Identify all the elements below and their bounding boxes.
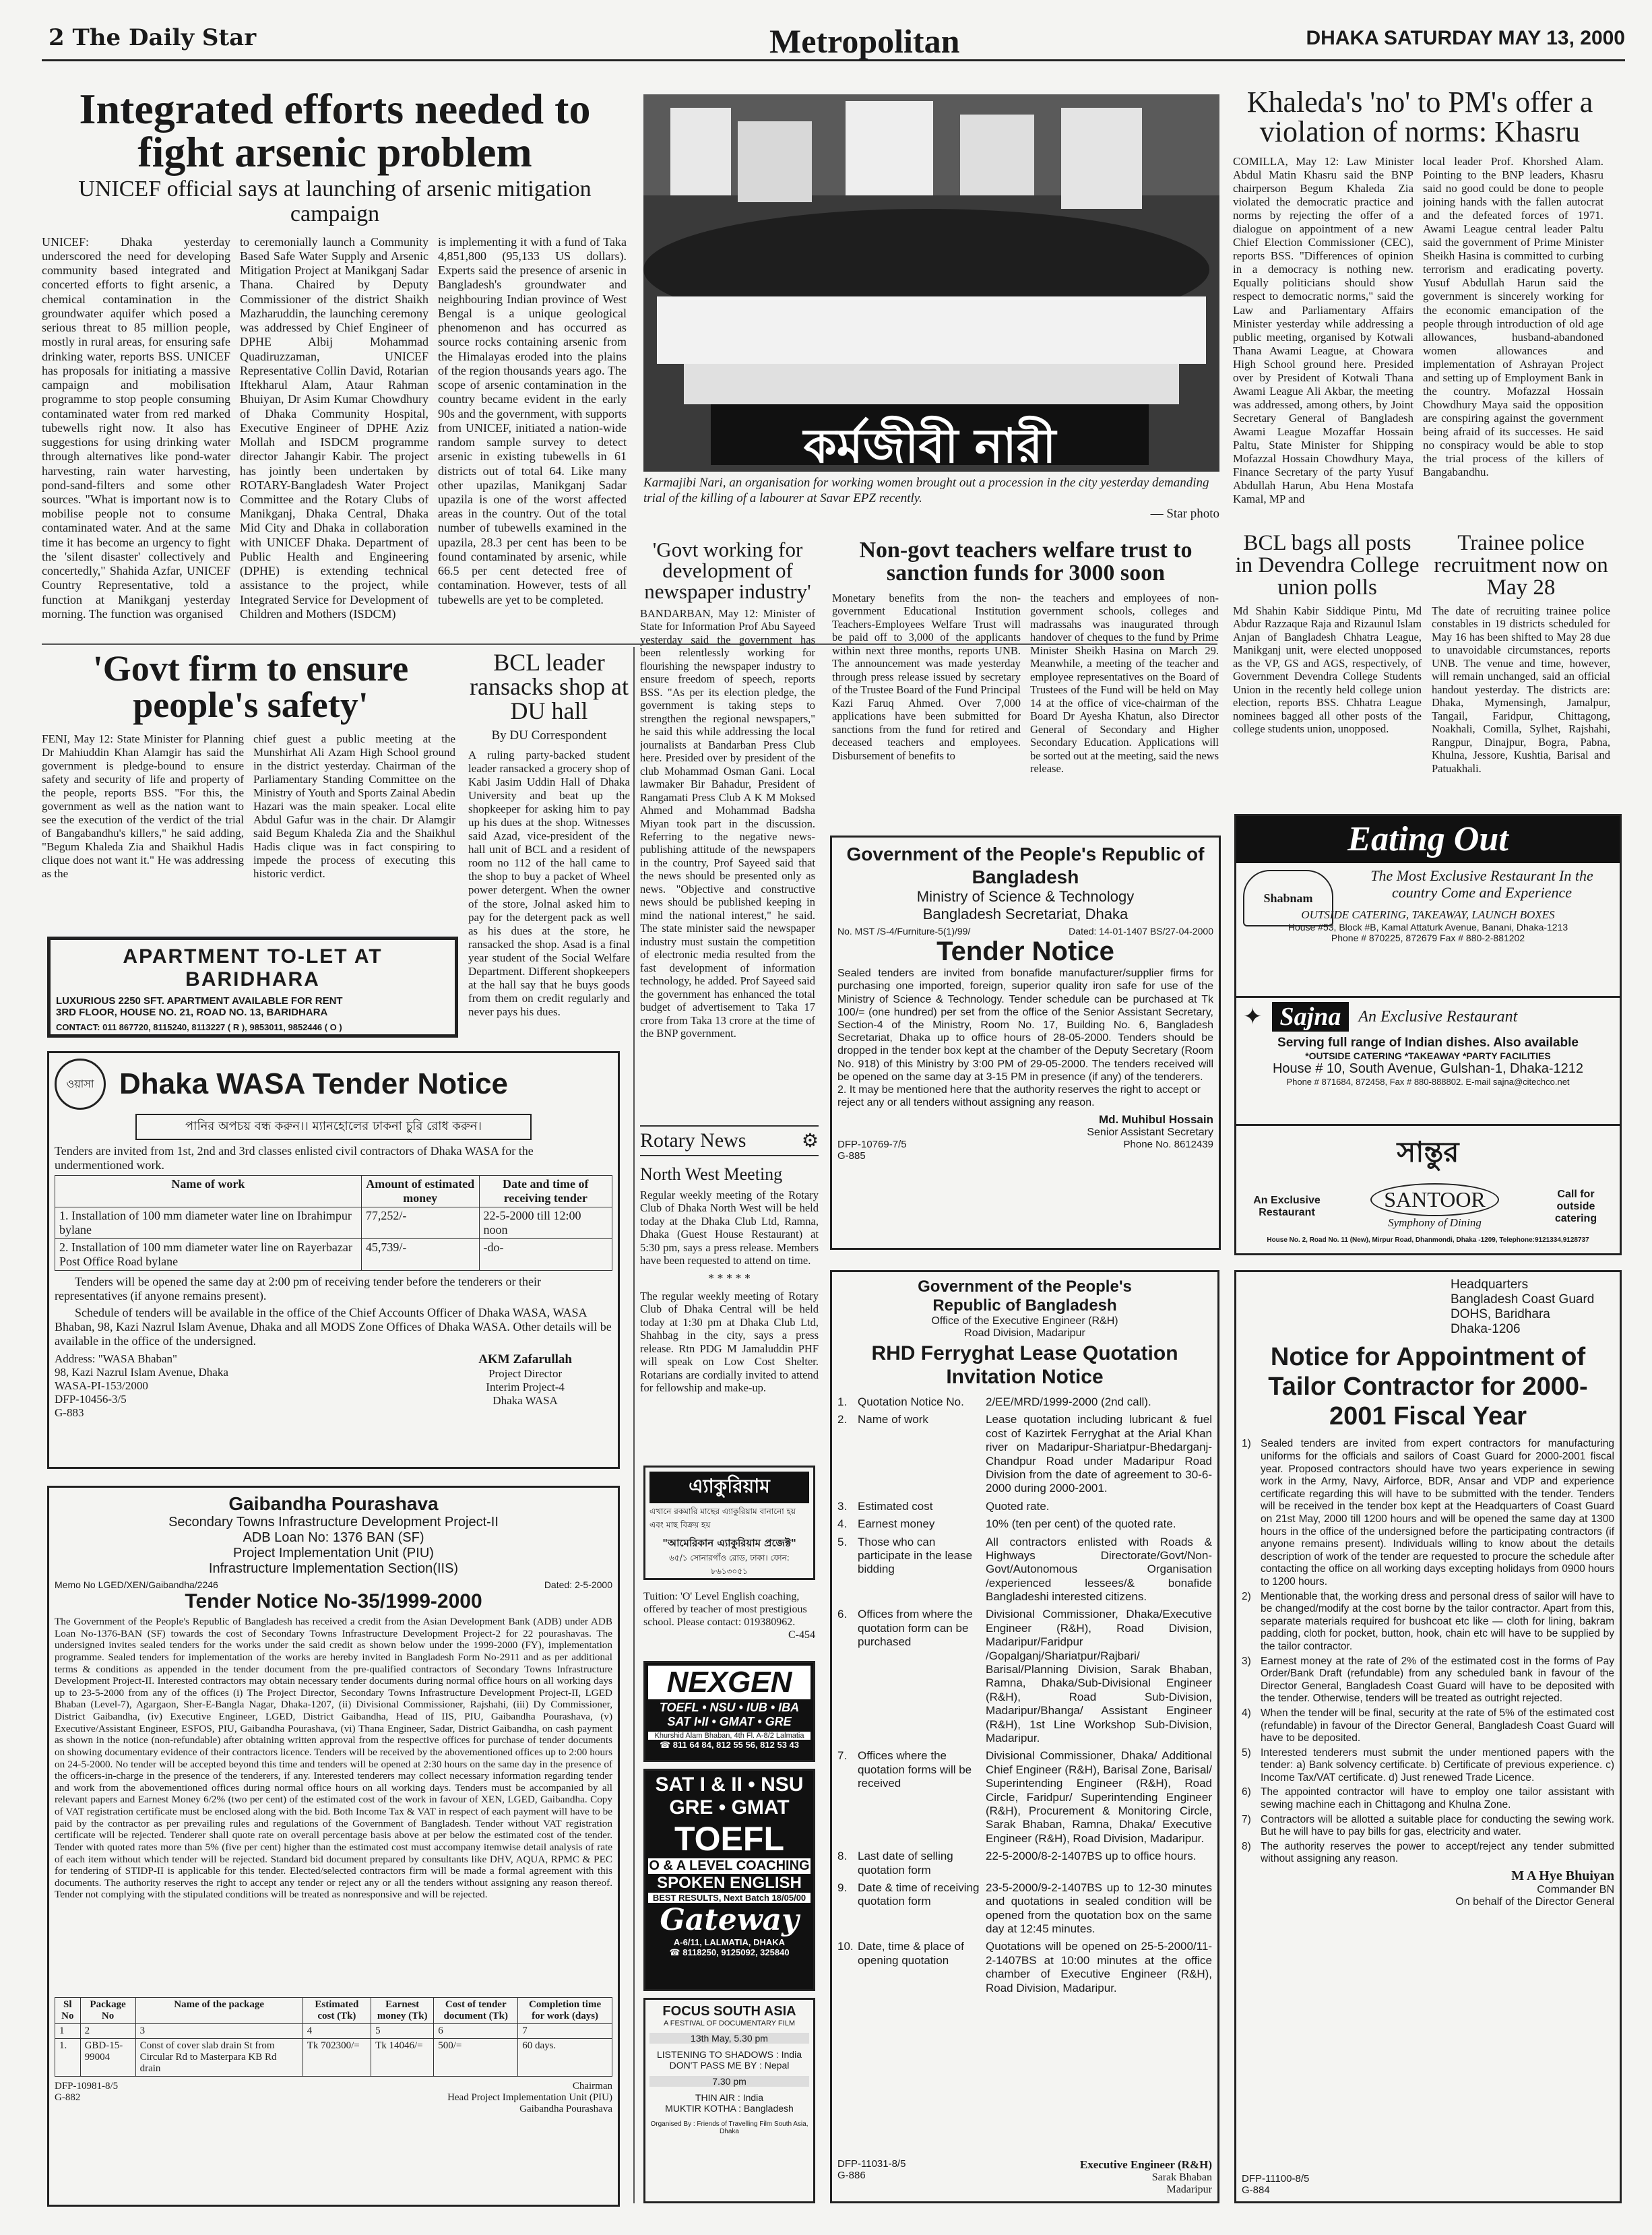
procession-photo xyxy=(643,94,1219,472)
gaibandha-body: The Government of the People's Republic of Bangladesh has received a credit from the Asian Development Bank (ADB) under ADB Loan No-1376-BAN (SF) towards the cost of Secondary Towns Infrastructure Development Project-2 for 22 pourashavas. The undersigned invites sealed tenders for the works under the said credit as shown below under the 1999-2000 (FY), implementation programme. Sealed tenders for implementation of the works are hereby invited in Bangladesh Form No-2911 and as per additional terms & conditions as appended in the tender document from the pre-qualified contractors of Secondary Towns Infrastructure Development Project-II. Interested contractors may obtain necessary tender documents during normal office hours on all working days up to 23-5-2000 from any of the offices (i) The Project Director, Secondary Towns Infrastructure Development Project-II, LGED Bhaban (Level-7), Agargaon, Sher-E-Bangla Nagar, Dhaka-1207, (ii) Divisional Commissioner, Rajshahi, (iii) Dy Commissioner, District Gaibandha, (iv) Executive Engineer, LGED, District Gaibandha, Head of IIS, PIU, Gaibandha Pourashava, (v) Executive/Assistant Engineer, ESFOS, PIU, Gaibandha Pourashava, (vi) Thana Engineer, Sadar, District Gaibandha, on cash payment as shown in the notice (non-refundable) after obtaining written approval from the respective offices for purchase of tender documents on showing documentary evidence of their contractors licence. Tenders will be received by the abovementioned offices up to 2:00 hours on 24-5-2000. No tender will be accepted beyond this time and tenders will be opened at 2:30 hours on the same day in the presence of the officers-in-charge in the presence of the tenderers, if any. Interested tenderers may collect necessary information regarding tender and work from the abovementioned offices during normal office hours on all working days. Tenders must be accompanied by all relevant papers and Earnest Money 6/2% (two per cent) of the estimated cost of the work in favour of XEN, LGED, Gaibandha. Copy of VAT registration certificate must be enclosed along with the bid. Both Income Tax & VAT in respect of each payment will have to be paid by the contractor as per prevailing rules and regulations of the Government of Bangladesh. Tender without VAT registration certificate will be rejected. Tenderer shall quote rate on overall percentage basis above at per below the estimated cost of the tender. Tender with quoted rates more than 5% (five per cent) higher than the estimated cost must accompany itemwise detail analysis of rate of each item without which tender will be rejected. Standard bid document prepared by consultants like DHV, AQUA, RPMC & PEC for tendering of STIDP-II is applicable for this tender. Elected/selected contractors firm will be made a formal agreement with this documents. The authority reserves the right to accept any tender or reject any or all the tenders without assigning any reason thereof. Tender not complying with the stipulated conditions will be treated as nonresponsive and will be rejected. xyxy=(55,1616,612,1901)
wasa-logo: ওয়াসা xyxy=(55,1059,106,1110)
gaibandha-memo: Memo No LGED/XEN/Gaibandha/2246 xyxy=(55,1579,218,1590)
photo-caption: Karmajibi Nari, an organisation for working women brought out a procession in the city yesterday demanding trial of the killing of a labourer at Savar EPZ recently. xyxy=(643,476,1209,505)
sajna-address: House # 10, South Avenue, Gulshan-1, Dhaka-1212 xyxy=(1272,1061,1584,1076)
page-label: 2 The Daily Star xyxy=(49,24,257,51)
coast-guard-item: 4) When the tender will be final, security at the rate of 5% of the estimated cost (refundable) in favour of the Director General, Bangladesh Coast Guard will have to be deposited. xyxy=(1242,1707,1614,1744)
photo-banner-text: কর্মজীবী নারী xyxy=(803,418,1056,474)
focus-org: Organised By : Friends of Travelling Film South Asia, Dhaka xyxy=(650,2120,808,2135)
rhd-item: 4. Earnest money 10% (ten per cent) of the quoted rate. xyxy=(837,1517,1176,1531)
teachers-col-1: Monetary benefits from the non-government Educational Institution Teachers-Employees Welfare Trust will be paid off to 3,000 of the applicants within next three months, reports UNB. The announcement was made yesterday through press release issued by secretary of the Trustee Board of the Fund Principal Kazi Faruq Ahmed. Over 7,000 applications have been submitted for sanctions from the fund for retired and deceased teachers and employees. Disbursement of benefits to xyxy=(832,592,1021,762)
devendra-headline: BCL bags all posts in Devendra College union polls xyxy=(1235,532,1420,600)
rhd-item: 3. Estimated cost Quoted rate. xyxy=(837,1499,1050,1513)
wasa-para-1: Tenders will be opened the same day at 2:00 pm of receiving tender before the tenderers or their representatives (if anyone remains present). xyxy=(55,1275,541,1302)
khasru-story xyxy=(1233,88,1607,526)
wasa-signatory: AKM Zafarullah xyxy=(478,1352,572,1366)
wasa-slogan: পানির অপচয় বন্ধ করুন।। ম্যানহোলের ঢাকনা চুরি রোধ করুন। xyxy=(135,1114,532,1140)
coast-guard-signatory: M A Hye Bhuiyan xyxy=(1511,1868,1614,1884)
lead-col-1: UNICEF: Dhaka yesterday underscored the need for developing community based integrated and concerted efforts to fight arsenic, a chemical contamination in the groundwater aquifer which posed a serious threat to 85 million people, mostly in rural areas, for ensuring safe drinking water, reports BSS. UNICEF has proposals for initiating a massive campaign and mobilisation programme to stop people consuming contaminated water from red marked tubewells right now. It also has suggestions for using drinking water through alternatives like pond-water harvesting, rain water harvesting, pond-sand-filters and some other sources. "What is important now is to mobilise people not to consume contaminated water. And at the same time it has become an urgency to fight the 'silent disaster' collectively and concertedly," Shahida Azfar, UNICEF Country Representative, told a function at Manikganj yesterday morning. The function was organised xyxy=(42,234,230,621)
focus-asia-ad xyxy=(643,1998,815,2203)
science-memo: No. MST /S-4/Furniture-5(1)/99/ xyxy=(837,926,971,937)
coast-guard-sig-title: Commander BN On behalf of the Director General xyxy=(1455,1884,1614,1908)
khasru-headline: Khaleda's 'no' to PM's offer a violation of norms: Khasru xyxy=(1246,88,1593,148)
shabnam-tag: The Most Exclusive Restaurant In the country Come and Experience xyxy=(1370,867,1593,902)
gaibandha-project: Secondary Towns Infrastructure Development Project-II xyxy=(168,1515,499,1530)
gateway-line-6: BEST RESULTS, Next Batch 18/05/00 xyxy=(648,1893,811,1903)
gaibandha-loan: ADB Loan No: 1376 BAN (SF) xyxy=(243,1530,424,1545)
rhd-gov: Government of the People's xyxy=(918,1278,1132,1296)
teachers-col-2: the teachers and employees of non-government schools, colleges and madrassahs was inaugurated through handover of cheques to the fund by Prime Minister Sheikh Hasina on March 29. Meanwhile, a meeting of the teacher and employee representatives on the Board of Trustees of the Fund will be held on May 14 at the office of vice-chairman of the Board Dr Ayesha Khatun, also Director General of Secondary and Higher Secondary Education. Applications will be sorted out at the meeting, said the news release. xyxy=(1030,592,1219,776)
teachers-headline: Non-govt teachers welfare trust to sanction funds for 3000 soon xyxy=(859,539,1193,586)
lead-headline: Integrated efforts needed to fight arsenic problem xyxy=(79,88,591,176)
sajna-line: Serving full range of Indian dishes. Also available xyxy=(1277,1036,1579,1050)
table-row: 1. GBD-15-99004 Const of cover slab drain St from Circular Rd to Masterpara KB Rd drain Tk 702300/= Tk 14046/= 500/= 60 days. xyxy=(55,2039,612,2077)
nexgen-logo: NEXGEN xyxy=(648,1666,811,1699)
rotary-subhead: North West Meeting xyxy=(640,1164,783,1184)
rhd-item: 2. Name of work Lease quotation including lubricant & fuel cost of Kazirtek Ferryghat at the Arial Khan river on Madaripur-Shariatpur-Bhedarganj-Chandpur Road under Madaripur Road Division from the date of agreement to 30-6-2000 during 2000-2001. xyxy=(837,1413,1212,1495)
wasa-address: Address: "WASA Bhaban" 98, Kazi Nazrul Islam Avenue, Dhaka WASA-PI-153/2000 DFP-10456-3/5 G-883 xyxy=(55,1352,228,1419)
coast-guard-item: 1) Sealed tenders are invited from expert contractors for manufacturing uniforms for the officials and sailors of Coast Guard for 2000-2001 fiscal year. Proposed contractors should have two years experience in sewing work in the Army, Navy, Airforce, BDR, Ansar and VDP and experience certificate regarding this will have to be submitted with the tender. Tenders will be received in the tender box kept at the Headquarters of Coast Guard on 21st May, 2000 till 1200 hours and will be opened the same day at 1300 hours in the office of the undersigned before the participating contractors (if anyone remains present). Individuals willing to know about the details description of work of the tender are requested to procure the schedule after contacting the office on all working days excepting holidays from 0900 hours to 1200 hours. xyxy=(1242,1438,1614,1587)
wasa-table xyxy=(55,1175,612,1271)
wasa-col-date: Date and time of receiving tender xyxy=(479,1176,612,1207)
science-gov: Government of the People's Republic of Bangladesh xyxy=(846,844,1205,887)
rhd-office: Office of the Executive Engineer (R&H) xyxy=(931,1315,1118,1327)
rhd-item: 7. Offices where the quotation forms will be received Divisional Commissioner, Dhaka/ Additional Chief Engineer (R&H), Barisal Zone, Barisal/ Superintending Engineer (R&H), Road Circle, Faridpur/ Superintending Engineer (R&H), Procurement & Monitoring Circle, Sarak Bhaban, Ramna, Dhaka/ Executive Engineer (R&H), Road Division, Madaripur. xyxy=(837,1749,1212,1845)
coast-guard-items xyxy=(1242,1438,1614,1866)
rhd-item: 9. Date & time of receiving quotation form 23-5-2000/9-2-1407BS up to 12-30 minutes and quotations in sealed condition will be opened from the quotation box on the same day at 12:45 minutes. xyxy=(837,1881,1212,1936)
coast-guard-notice xyxy=(1234,1270,1622,2203)
gateway-line-4: O & A LEVEL COACHING xyxy=(649,1858,810,1873)
gaibandha-footer-right: Chairman Head Project Implementation Unit (PIU) Gaibandha Pourashava xyxy=(447,2081,612,2114)
wasa-col-work: Name of work xyxy=(55,1176,362,1207)
rhd-gov-2: Republic of Bangladesh xyxy=(932,1296,1117,1315)
rotary-wheel-icon: ⚙ xyxy=(801,1131,819,1152)
wasa-sig-title: Project Director Interim Project-4 Dhaka WASA xyxy=(486,1367,565,1407)
focus-film-2: DON'T PASS ME BY : Nepal xyxy=(669,2060,790,2071)
sajna-services: *OUTSIDE CATERING *TAKEAWAY *PARTY FACILITIES xyxy=(1305,1050,1551,1061)
devendra-story xyxy=(1233,532,1422,815)
focus-film-3: THIN AIR : India xyxy=(695,2092,764,2103)
apartment-line-2: 3RD FLOOR, HOUSE NO. 21, ROAD NO. 13, BARIDHARA xyxy=(56,1007,328,1018)
gateway-logo: Gateway xyxy=(660,1903,799,1937)
sajna-emblem-icon: ✦ xyxy=(1243,1005,1263,1030)
rhd-item: 10. Date, time & place of opening quotation Quotations will be opened on 25-5-2000/11-2-1407BS at 10:00 minutes at the office chamber of Executive Engineer (R&H), Road Division, Madaripur. xyxy=(837,1940,1212,1994)
santoor-address: House No. 2, Road No. 11 (New), Mirpur Road, Dhanmondi, Dhaka -1209, Telephone:9121334,9128737 xyxy=(1267,1236,1589,1244)
apartment-contact: CONTACT: 011 867720, 8115240, 8113227 ( R ), 9853011, 9852446 ( O ) xyxy=(56,1022,342,1032)
section-title: Metropolitan xyxy=(769,22,960,60)
shabnam-logo: Shabnam xyxy=(1243,870,1333,926)
aquarium-name: "আমেরিকান এ্যাকুরিয়াম প্রজেক্ট" xyxy=(662,1537,796,1549)
aquarium-contact: ৬৫/১ সোনারগাঁও রোড, ঢাকা। ফোন: ৮৬১৩০৫১ xyxy=(669,1553,790,1576)
tuition-code: C-454 xyxy=(788,1629,815,1641)
apartment-title: APARTMENT TO-LET AT BARIDHARA xyxy=(123,945,383,990)
eating-out-banner: Eating Out xyxy=(1236,816,1620,863)
coast-guard-item: 8) The authority reserves the power to accept/reject any tender submitted without assigning any reason. xyxy=(1242,1840,1614,1865)
wasa-para-2: Schedule of tenders will be available in the office of the Chief Accounts Officer of Dhaka WASA, WASA Bhaban, 98, Kazi Nazrul Islam Avenue, Dhaka and all MODS Zone Offices of Dhaka WASA. Other details will be available in the office of the undersigned. xyxy=(55,1306,612,1348)
eating-out xyxy=(1234,814,1622,1255)
gateway-ad xyxy=(643,1769,815,1991)
khasru-col-2: local leader Prof. Khorshed Alam. Pointing to the BNP leaders, Khasru said no good could be done to people joining hands with the fallen autocrat and the defeated forces of 1971. Awami League central leader Paltu said the government of Prime Minister Sheikh Hasina is committed to curbing terrorism and eradicating poverty. Yusuf Abdullah Harun said the government is sincerely working for the economic emancipation of the people through introduction of old age allowances, husband-abandoned women allowances and implementation of Ashrayan Project and setting up of Employment Bank in the country. Mofazzal Hossain Chowdhury Maya said the opposition are conspiring against the government being afraid of its successes. He said no conspiracy would be able to stop the trial process of the killers of Bangabandhu. xyxy=(1423,155,1603,479)
santoor-left: An Exclusive Restaurant xyxy=(1253,1194,1321,1218)
sajna-tag: An Exclusive Restaurant xyxy=(1358,1007,1518,1026)
rhd-division: Road Division, Madaripur xyxy=(964,1327,1085,1339)
science-dfp: DFP-10769-7/5 G-885 xyxy=(837,1139,907,1162)
rotary-body-2: The regular weekly meeting of Rotary Club of Dhaka Central will be held today at 1:30 pm at Dhaka Club Ltd, Shahbag in the city, says a press release. Rtn PDG M Jamaluddin PHF will speak on Low Cost Shelter. Rotarians are cordially invited to attend for fellowship and make-up. xyxy=(640,1289,819,1395)
wasa-col-amount: Amount of estimated money xyxy=(361,1176,479,1207)
rhd-items xyxy=(837,1395,1212,1995)
aquarium-ad xyxy=(643,1466,815,1580)
photo-block xyxy=(643,94,1219,526)
gateway-line-2: GRE • GMAT xyxy=(669,1796,790,1819)
santoor-tag: Symphony of Dining xyxy=(1388,1216,1482,1229)
focus-film-1: LISTENING TO SHADOWS : India xyxy=(657,2049,802,2060)
sajna-ad xyxy=(1236,998,1620,1126)
focus-sub: A FESTIVAL OF DOCUMENTARY FILM xyxy=(664,2019,795,2027)
devendra-body: Md Shahin Kabir Siddique Pintu, Md Abdur Razzaque Raja and Rizaunul Islam Anjan of Bangladesh Chhatra League, Manikganj unit, were elected unopposed as the VP, GS and AGS, respectively, of Government Devendra College Students Union in the recently held college union election, reports BSS. Chhatra League nominees bagged all other posts of the college students union, unopposed. xyxy=(1233,604,1422,736)
dateline: DHAKA SATURDAY MAY 13, 2000 xyxy=(1306,27,1625,49)
police-headline: Trainee police recruitment now on May 28 xyxy=(1434,532,1608,600)
coast-guard-item: 5) Interested tenderers must submit the under mentioned papers with the tender: a) Bank solvency certificate. b) Certificate of previous experience. c) Income Tax/VAT certificate. d) Just renewed Trade Licence. xyxy=(1242,1746,1614,1784)
safety-col-2: chief guest a public meeting at the Munshirhat Ali Azam High School ground in the district yesterday. Chairman of the Parliamentary Standing Committee on the Ministry of Youth and Sports Zainal Abedin Hazari was the main speaker. Local elite Abdul Gafur was in the chair. Dr Alamgir said Begum Khaleda Zia and the Shaikhul Hadis clique was in fact conspiring to impede the process of executing this historic verdict. xyxy=(253,732,455,881)
wasa-intro: Tenders are invited from 1st, 2nd and 3rd classes enlisted civil contractors of Dhaka WASA for the undermentioned work. xyxy=(55,1144,534,1172)
focus-film-4: MUKTIR KOTHA : Bangladesh xyxy=(665,2103,794,2114)
rhd-item: 5. Those who can participate in the lease bidding All contractors enlisted with Roads & Highways Directorate/Govt/Non-Govt/Autonomous Organisation /experienced lessees/& bonafide Bangladeshi interested citizens. xyxy=(837,1535,1212,1604)
shabnam-services: OUTSIDE CATERING, TAKEAWAY, LAUNCH BOXES xyxy=(1301,908,1555,921)
rhd-item: 1. Quotation Notice No. 2/EE/MRD/1999-2000 (2nd call). xyxy=(837,1395,1151,1408)
gateway-line-3: TOEFL xyxy=(674,1820,784,1858)
bcl-du-headline: BCL leader ransacks shop at DU hall xyxy=(470,650,629,724)
nexgen-ad xyxy=(643,1661,815,1762)
divider xyxy=(633,647,635,2203)
tuition-ad xyxy=(643,1590,815,1658)
newspaper-story xyxy=(640,539,815,1119)
science-title: Tender Notice xyxy=(936,937,1114,967)
safety-story xyxy=(42,650,459,920)
masthead xyxy=(42,19,1625,61)
coast-guard-item: 2) Mentionable that, the working dress and personal dress of sailor will have to be changed/modify at the cost borne by the tailor contractor. Apart from this, separate materials required for bushcoat etc like — cloth for lining, bakram padding, cloth for pocket, button, hook, chain etc will have to be supplied by the tailor contractor. xyxy=(1242,1590,1614,1652)
newspaper-headline: 'Govt working for development of newspaper industry' xyxy=(644,539,811,603)
science-secretariat: Bangladesh Secretariat, Dhaka xyxy=(922,906,1129,923)
science-body-1: Sealed tenders are invited from bonafide manufacturer/supplier firms for purchasing one imported, foreign, superior quality iron safe for use of the Ministry of Science & Technology. Tender schedule can be purchased at Tk 100/= (one hundred) per set from the office of the Senior Assistant Secretary, Section-4 of the Ministry, Room No. 17, Building No. 6, Bangladesh Secretariat, Dhaka up to office hours of 28-05-2000. Tenders should be dropped in the tender box kept at the chamber of the Deputy Secretary (Room No. 918) of this Ministry by 3:00 PM of 29-05-2000. The tenders received will be opened on the same day at 3-15 PM in presence (if any) of the tenderers. xyxy=(837,968,1213,1083)
wasa-tender xyxy=(47,1051,620,1469)
gaibandha-unit-2: Infrastructure Implementation Section(IIS) xyxy=(208,1561,459,1576)
focus-title: FOCUS SOUTH ASIA xyxy=(662,2004,796,2019)
bcl-du-byline: By DU Correspondent xyxy=(491,728,607,743)
newspaper-body: BANDARBAN, May 12: Minister of State for Information Prof Abu Sayeed yesterday said the government has been relentlessly working for flourishing the newspaper industry to ensure freedom of speech, reports BSS. "As per its election pledge, the government is taking steps to strengthen the regional newspapers," he said this while addressing the local journalists at Bandarban Press Club here. Presided over by president of the club Mohammad Osman Gani. Local lawmaker Bir Bahadur, President of Rangamati Press Club A K M Moksed Ahmed and Mohammad Badsha Miyan took part in the discussion. Referring to the negative news-publishing attitude of the newspapers in the country, Prof Sayeed said that the news should be presented only as news. "Objective and constructive news should be published keeping in mind the national interest," he said. The state minister said the newspaper industry must sustain the competition of electronic media resulted from the fast development of information technology, he added. Prof Sayeed said the government has enhanced the total budget of advertisement to Taka 17 crore from Taka 13 crore at the time of the BNP government. xyxy=(640,607,815,1040)
gaibandha-org: Gaibandha Pourashava xyxy=(228,1493,439,1514)
science-phone: Phone No. 8612439 xyxy=(1123,1139,1213,1151)
rotary-stars: * * * * * xyxy=(708,1271,751,1285)
coast-guard-dfp: DFP-11100-8/5 G-884 xyxy=(1242,2173,1310,2196)
santoor-logo: SANTOOR xyxy=(1370,1183,1499,1216)
photo-credit: — Star photo xyxy=(1150,506,1219,521)
science-ministry: Ministry of Science & Technology xyxy=(916,888,1135,906)
nexgen-phone: ☎ 811 64 84, 812 55 56, 812 53 43 xyxy=(659,1740,800,1750)
table-row: 2. Installation of 100 mm diameter water line on Rayerbazar Post Office Road bylane 45,739/- -do- xyxy=(55,1239,612,1271)
rhd-notice xyxy=(830,1270,1219,2203)
coast-guard-hq: Headquarters Bangladesh Coast Guard DOHS, Baridhara Dhaka-1206 xyxy=(1451,1278,1595,1336)
rhd-item: 6. Offices from where the quotation form can be purchased Divisional Commissioner, Dhaka/Executive Engineer (R&H), Road Division, Madaripur/Faridpur /Gopalganj/Shariatpur/Rajbari/ Barisal/Planning Division, Sarak Bhaban, Ramna, Dhaka/Sub-Divisional Engineer (R&H), Road Sub-Division, Madaripur/Bhanga/ Assistant Engineer (R&H), 1st Line Workshop Sub-Division, Madaripur. xyxy=(837,1608,1212,1744)
science-tender xyxy=(830,836,1221,1250)
rhd-dfp: DFP-11031-8/5 G-886 xyxy=(837,2158,906,2181)
bcl-du-story xyxy=(468,650,630,1041)
gaibandha-dated: Dated: 2-5-2000 xyxy=(544,1579,612,1590)
gaibandha-title: Tender Notice No-35/1999-2000 xyxy=(185,1590,482,1612)
rotary-body-1: Regular weekly meeting of the Rotary Club of Dhaka North West will be held today at the Dhaka Club Ltd, Ramna, Dhaka (Guest House Restaurant) at 5:30 pm, says a press release. Members have been requested to attend on time. xyxy=(640,1189,819,1267)
sajna-logo: Sajna xyxy=(1272,1002,1349,1032)
wasa-title: Dhaka WASA Tender Notice xyxy=(119,1067,509,1100)
bcl-du-body: A ruling party-backed student leader ransacked a grocery shop of Kabi Jasim Uddin Hall of Dhaka University and beat up the shopkeeper for asking him to pay up his dues at the shop. Witnesses said Azad, vice-president of the hall unit of BCL and a resident of room no 112 of the hall came to the shop to buy a packet of Wheel power detergent. When the owner of the store, Jolnal asked him to pay for the detergent pack as well as his dues at the store, he ransacked the shop. Asad is a final year student of the Social Welfare Department. Different shopkeepers at the hall say that he buys goods from them on credit regularly and never pays his dues. xyxy=(468,749,630,1018)
science-signatory: Md. Muhibul Hossain xyxy=(1099,1113,1213,1127)
rotary-news xyxy=(640,1125,819,1455)
nexgen-tests: TOEFL • NSU • IUB • IBA SAT I•II • GMAT • GRE xyxy=(659,1701,800,1728)
santoor-right: Call for outside catering xyxy=(1554,1188,1597,1224)
nexgen-address: Khurshid Alam Bhaban, 4th Fl. A-8/2 Lalmatia xyxy=(648,1732,811,1740)
science-dated: Dated: 14-01-1407 BS/27-04-2000 xyxy=(1069,926,1213,937)
santoor-ad xyxy=(1236,1126,1620,1255)
coast-guard-item: 7) Contractors will be allotted a suitable place for conducting the sewing work. But he will have to pay bills for gas, electricity and water. xyxy=(1242,1813,1614,1838)
rhd-title: RHD Ferryghat Lease Quotation Invitation Notice xyxy=(871,1342,1178,1388)
gaibandha-tender xyxy=(47,1486,620,2207)
coast-guard-title: Notice for Appointment of Tailor Contractor for 2000-2001 Fiscal Year xyxy=(1268,1343,1588,1430)
rhd-signatory: Executive Engineer (R&H) xyxy=(1079,2158,1212,2171)
gateway-line-1: SAT I & II • NSU xyxy=(655,1773,804,1796)
rotary-title: Rotary News xyxy=(640,1129,746,1152)
gaibandha-footer-left: DFP-10981-8/5 G-882 xyxy=(55,2081,119,2103)
coast-guard-item: 6) The appointed contractor will have to employ one tailor assistant with sewing machine each in Chittagong and Khulna Zone. xyxy=(1242,1786,1614,1811)
gateway-phone: ☎ 8118250, 9125092, 325840 xyxy=(669,1947,790,1957)
aquarium-title: এ্যাকুরিয়াম xyxy=(649,1472,809,1503)
rhd-sig-title: Sarak Bhaban Madaripur xyxy=(1151,2172,1212,2195)
gateway-address: A-6/11, LALMATIA, DHAKA xyxy=(673,1937,786,1947)
apartment-line-1: LUXURIOUS 2250 SFT. APARTMENT AVAILABLE FOR RENT xyxy=(56,995,343,1007)
focus-date: 13th May, 5.30 pm xyxy=(649,2033,809,2044)
tuition-text: Tuition: 'O' Level English coaching, offered by teacher of most prestigious school. Please contact: 019380962. xyxy=(643,1591,807,1629)
teachers-story xyxy=(832,539,1219,809)
aquarium-body: এখানে রকমারি মাছের এ্যাকুরিয়াম বানানো হয় এবং মাছ বিক্রয় হয় xyxy=(649,1507,796,1530)
safety-col-1: FENI, May 12: State Minister for Planning Dr Mahiuddin Khan Alamgir has said the government is pledge-bound to ensure safety and security of life and property of the people, reports BSS. "For this, the government as well as the nation want to see the execution of the verdict of the trial of Bangabandhu's killers," he said adding, "Begum Khaleda Zia and Shaikhul Hadis clique does not want it." He was addressing as the xyxy=(42,732,244,881)
sajna-phone: Phone # 871684, 872458, Fax # 880-888802. E-mail sajna@citechco.net xyxy=(1286,1077,1570,1087)
science-body-2: 2. It may be mentioned here that the authority reserves the right to accept or reject any or all tenders without assigning any reason. xyxy=(837,1083,1201,1109)
gaibandha-unit-1: Project Implementation Unit (PIU) xyxy=(233,1546,434,1561)
lead-col-2: to ceremonially launch a Community Based Safe Water Supply and Arsenic Mitigation Project at Manikganj Sadar Thana. Chaired by Deputy Commissioner of the district Shaikh Mazharuddin, the launching ceremony was addressed by Chief Engineer of DPHE Albij Mohammad Quadiruzzaman, UNICEF Representative Collin David, Rotarian Iftekharul Alam, Ataur Rahman Bhuiyan, Dr Asim Kumar Chowdhury of Dhaka Community Hospital, Executive Engineer of DPHE Aziz Mollah and ISDCM programme director Jahangir Kabir. The project has jointly been undertaken by ROTARY-Bangladesh Water Project Committee and the Rotary Clubs of Manikganj, Dhaka Central, Dhaka Mid City and Dhaka in collaboration with UNICEF Dhaka. Department of Public Health and Engineering (DPHE) is extending technical assistance to the project, while Integrated Service for Development of Children and Mothers (ISDCM) xyxy=(240,234,428,621)
safety-headline: 'Govt firm to ensure people's safety' xyxy=(92,650,409,725)
apartment-ad xyxy=(47,937,458,1038)
lead-subhead: UNICEF official says at launching of arsenic mitigation campaign xyxy=(78,177,592,227)
coast-guard-item: 3) Earnest money at the rate of 2% of the estimated cost in the forms of Pay Order/Bank Draft (refundable) from any scheduled bank in favour of the Director General, Bangladesh Coast Guard will have to be deposited with the tender. Otherwise, tenders will be treated as outright rejected. xyxy=(1242,1655,1614,1705)
shabnam-phone: Phone # 870225, 872679 Fax # 880-2-881202 xyxy=(1331,932,1525,943)
police-story xyxy=(1432,532,1610,815)
rhd-item: 8. Last date of selling quotation form 22-5-2000/8-2-1407BS up to office hours. xyxy=(837,1850,1197,1877)
gaibandha-table: Sl No Package No Name of the package Estimated cost (Tk) Earnest money (Tk) Cost of tender document (Tk) Completion time for work (days) 1 2 3 4 5 6 7 1. GBD-15-99004 Const of cover slab drain St from Circular Rd to Masterpara KB Rd drain Tk 702300/= Tk 14046/= 500/= 60 days. xyxy=(55,1997,612,2077)
science-sig-title: Senior Assistant Secretary xyxy=(1087,1127,1213,1139)
khasru-col-1: COMILLA, May 12: Law Minister Abdul Matin Khasru said the BNP chairperson Begum Khaleda Zia violated the democratic practice and norms by rejecting the offer of a dialogue on appointment of a new Chief Election Commissioner (CEC), reports BSS. "Differences of opinion in a democracy is nothing new. Equally politicians should show respect to democratic norms," said the Law and Parliamentary Affairs Minister yesterday while addressing a public meeting, organised by Kotwali Thana Awami League, at Chowara High School ground here. Presided over by President of Kotwali Thana Awami League Ali Akbar, the meeting was addressed, among others, by Joint Secretary General of Bangladesh Awami League Mozaffar Hossain Paltu, State Minister for Shipping Mofazzal Hossain Chowdhury Maya, Finance Secretary of the party Yusuf Abdullah Harun, Abu Hena Mostafa Kamal, MP and xyxy=(1233,155,1413,506)
lead-story xyxy=(42,88,628,633)
table-row: 1. Installation of 100 mm diameter water line on Ibrahimpur bylane 77,252/- 22-5-2000 till 12:00 noon xyxy=(55,1207,612,1239)
santoor-bengali: সান্তুর xyxy=(1397,1135,1459,1168)
gateway-line-5: SPOKEN ENGLISH xyxy=(657,1874,802,1892)
police-body: The date of recruiting trainee police constables in 19 districts scheduled for May 16 has been shifted to May 28 due to unavoidable circumstances, reports UNB. The venue and time, however, will remain unchanged, said an official handout yesterday. The districts are: Dhaka, Mymensingh, Jamalpur, Tangail, Faridpur, Chittagong, Noakhali, Comilla, Sylhet, Rajshahi, Rangpur, Dinajpur, Bogra, Pabna, Khulna, Jessore, Kushtia, Barisal and Patuakhali. xyxy=(1432,604,1610,775)
lead-col-3: is implementing it with a fund of Taka 4,851,800 (95,133 US dollars). Experts said the presence of arsenic in Bangladesh's groundwater and neighbouring Indian province of West Bengal is a unique geological phenomenon and has occurred as source rocks containing arsenic from the Himalayas eroded into the plains of the region thousands years ago. The scope of arsenic contamination in the country became evident in the early 90s and the government, with supports from UNICEF, initiated a nation-wide random sample survey to detect arsenic in existing tubewells in 61 districts out of total 64. Like many other upazilas, Manikganj Sadar upazila is one of the worst affected areas in the country. Out of the total number of tubewells examined in the upazila, 28.3 per cent has been to be found contaminated by arsenic, while 66.5 per cent detected free of contamination. However, tests of all tubewells are yet to be completed. xyxy=(438,234,627,606)
shabnam-ad xyxy=(1236,863,1620,998)
focus-time: 7.30 pm xyxy=(649,2076,809,2087)
shabnam-address: House #53, Block #B, Kamal Attaturk Avenue, Banani, Dhaka-1213 xyxy=(1288,921,1568,933)
